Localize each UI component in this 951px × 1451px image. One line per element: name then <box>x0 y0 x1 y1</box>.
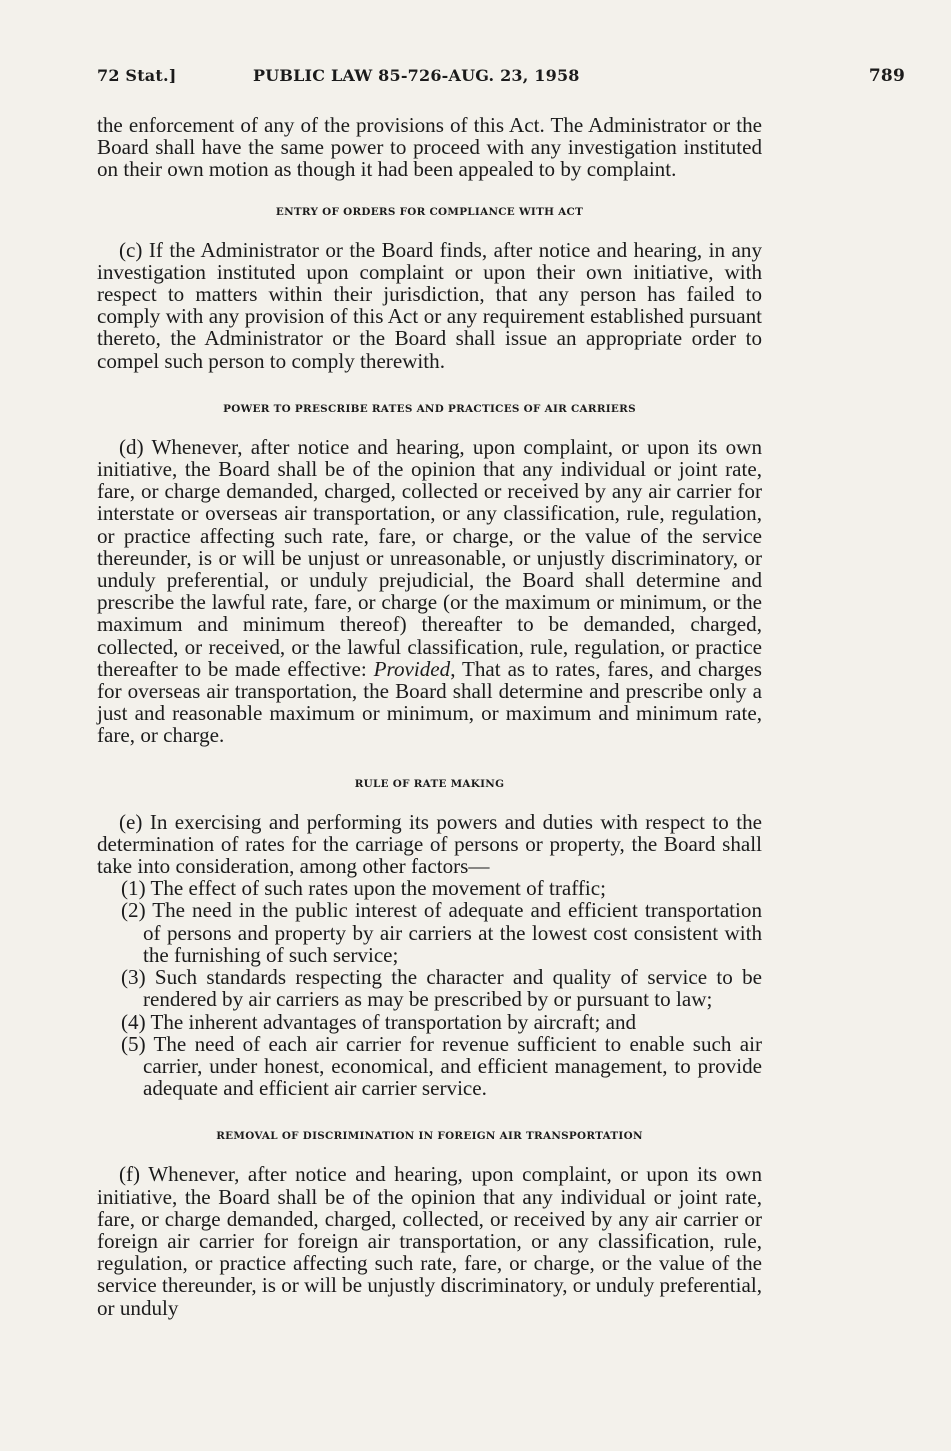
volume-reference: 72 Stat.] <box>97 66 177 85</box>
section-heading-power-to-prescribe: POWER TO PRESCRIBE RATES AND PRACTICES OF AIR CARRIERS <box>223 402 636 415</box>
page-header <box>97 66 905 92</box>
paragraph-e: (e) In exercising and performing its powers and duties with respect to the determination of rates for the carriage of persons or property, the Board shall take into consideration, among other factors— <box>97 809 762 879</box>
provided-emphasis: Provided <box>373 656 451 681</box>
page-number: 789 <box>868 66 905 86</box>
list-item: (3) Such standards respecting the character and quality of service to be rendered by air carriers as may be prescribed by or pursuant to law; <box>121 965 762 1012</box>
list-item: (4) The inherent advantages of transportation by aircraft; and <box>121 1009 637 1034</box>
paragraph-f: (f) Whenever, after notice and hearing, upon complaint, or upon its own initiative, the Board shall be of the opinion that any individual or joint rate, fare, or charge demanded, charged, collected, or received by any air carrier or foreign air carrier for foreign air transportation, or any classification, rule, regulation, or practice affecting such rate, fare, or charge, or the value of the service thereunder, is or will be unjustly discriminatory, or unduly preferential, or unduly <box>97 1162 762 1320</box>
paragraph-d-proviso: , That as to rates, fares, and charges for overseas air transportation, the Board shall determine and prescribe only a just and reasonable maximum or minimum, or maximum and minimum rate, fare, or charge. <box>97 656 762 748</box>
section-heading-removal-of-discrimination: REMOVAL OF DISCRIMINATION IN FOREIGN AIR TRANSPORTATION <box>216 1130 643 1143</box>
body-text <box>97 114 762 1319</box>
list-item: (5) The need of each air carrier for revenue sufficient to enable such air carrier, under honest, economical, and efficient management, to provide adequate and efficient air carrier service. <box>121 1031 762 1101</box>
paragraph-d-text: (d) Whenever, after notice and hearing, upon complaint, or upon its own initiative, the Board shall be of the opinion that any individual or joint rate, fare, or charge demanded, charged, collected or received by any air carrier for interstate or overseas air transportation, or any classification, rule, regulation, or practice affecting such rate, fare, or charge, or the value of the service thereunder, is or will be unjust or unreasonable, or unjustly discriminatory, or unduly preferential, or unduly prejudicial, the Board shall determine and prescribe the lawful rate, fare, or charge (or the maximum or minimum, or the maximum and minimum thereof) thereafter to be demanded, charged, collected, or received, or the lawful classification, rule, regulation, or practice thereafter to be made effective: <box>97 434 762 681</box>
section-heading-rule-of-rate-making: RULE OF RATE MAKING <box>354 777 505 790</box>
list-item: (1) The effect of such rates upon the movement of traffic; <box>121 876 606 901</box>
paragraph-d <box>97 436 762 747</box>
paragraph-c: (c) If the Administrator or the Board finds, after notice and hearing, in any investigation instituted upon complaint or upon their own initiative, with respect to matters within their jurisdiction, that any person has failed to comply with any provision of this Act or any requirement established pursuant thereto, the Administrator or the Board shall issue an appropriate order to compel such person to comply therewith. <box>97 237 762 373</box>
public-law-title: PUBLIC LAW 85-726-AUG. 23, 1958 <box>253 66 580 85</box>
intro-paragraph: the enforcement of any of the provisions of this Act. The Administrator or the Board shall have the same power to proceed with any investigation instituted on their own motion as though it had been appealed to by complaint. <box>97 113 762 182</box>
list-item: (2) The need in the public interest of adequate and efficient transportation of persons and property by air carriers at the lowest cost consistent with the furnishing of such service; <box>121 898 762 967</box>
section-heading-entry-of-orders: ENTRY OF ORDERS FOR COMPLIANCE WITH ACT <box>275 205 584 218</box>
